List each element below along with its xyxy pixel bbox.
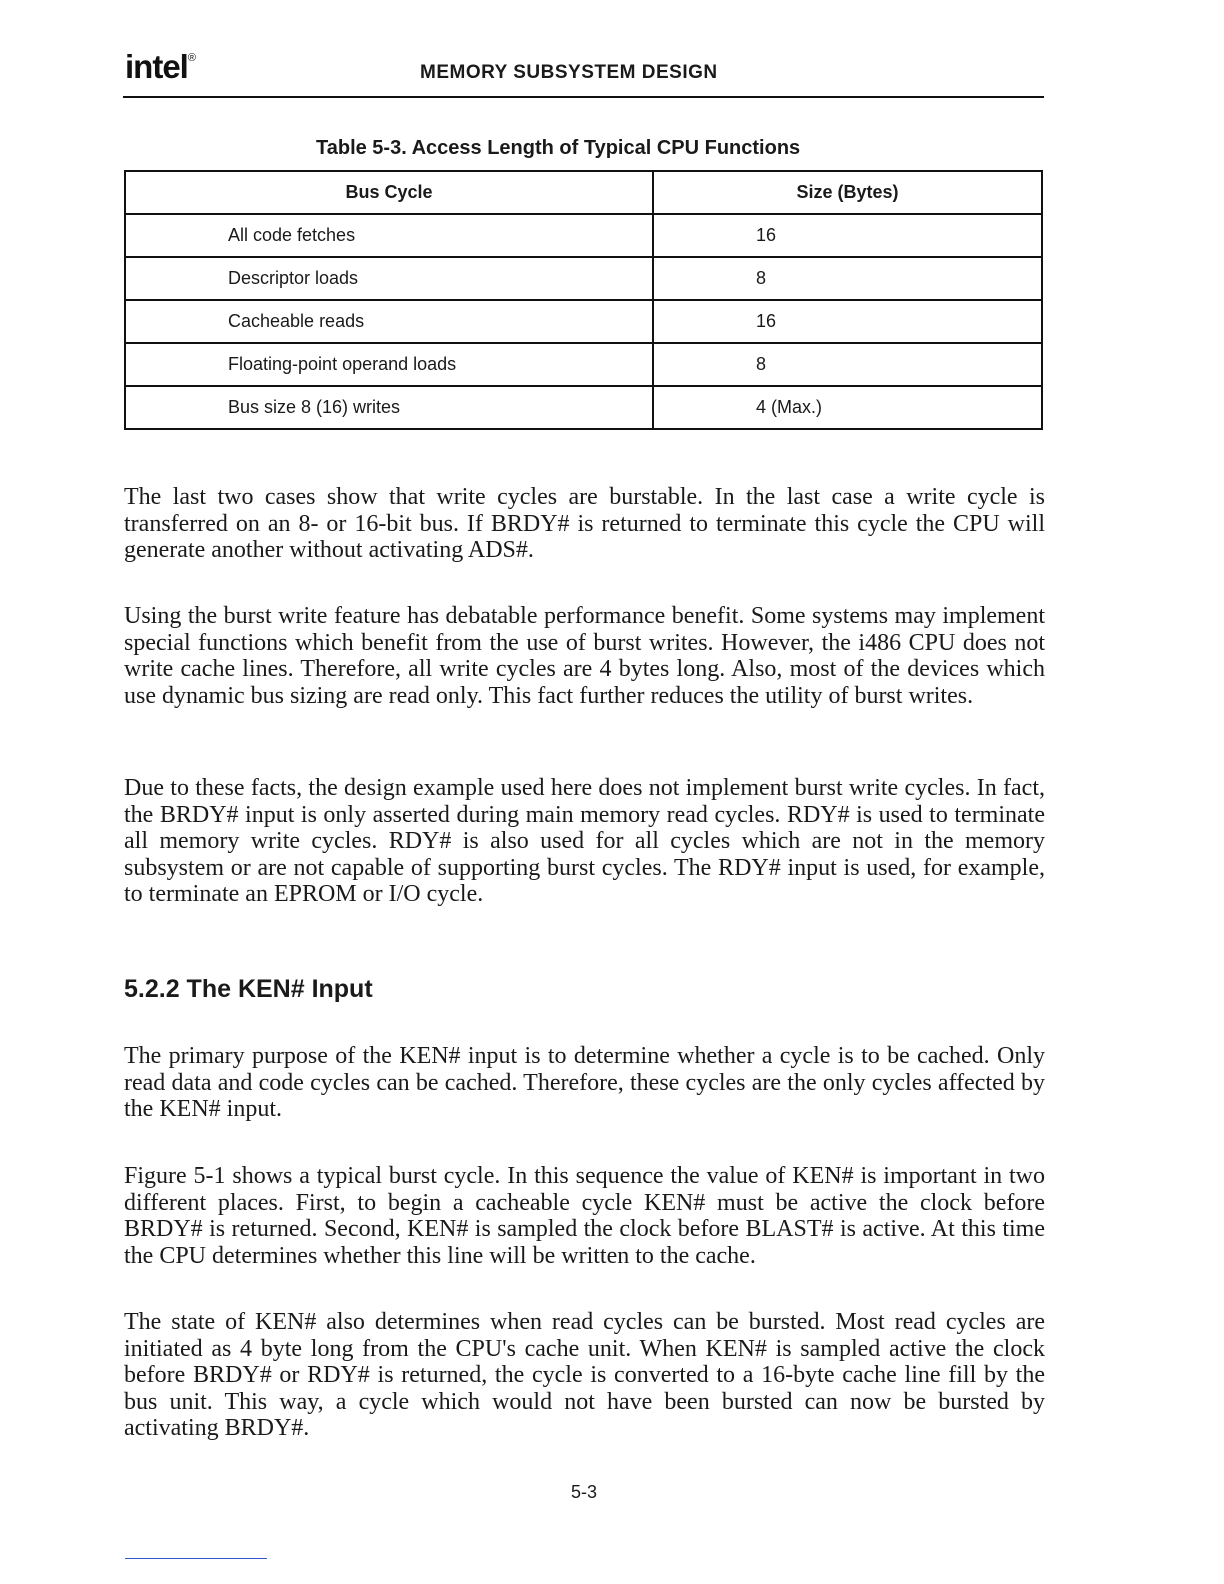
- paragraph-ken-state: The state of KEN# also determines when read cycles can be bursted. Most read cycles are initiated as 4 byte long from the CPU's cache unit. When KEN# is sampled active the clock before BRDY# or RDY# is returned, the cycle is converted to a 16-byte cache line fill by the bus unit. This way, a cycle which would not have been bursted can now be bursted by activating BRDY#.: [124, 1309, 1045, 1441]
- cell-bus-cycle: Floating-point operand loads: [125, 343, 653, 386]
- header-rule: [123, 96, 1044, 98]
- table-title: Table 5-3. Access Length of Typical CPU Functions: [316, 137, 801, 159]
- paragraph-burst-write-benefit: Using the burst write feature has debatable performance benefit. Some systems may implement special functions which benefit from the use of burst writes. However, the i486 CPU does not write cache lines. Therefore, all write cycles are 4 bytes long. Also, most of the devices which use dynamic bus sizing are read only. This fact further reduces the utility of burst writes.: [124, 603, 1045, 709]
- table-row: [125, 343, 1042, 386]
- cell-size: 8: [653, 343, 1042, 386]
- paragraph-burstable-writes: The last two cases show that write cycles are burstable. In the last case a write cycle is transferred on an 8- or 16-bit bus. If BRDY# is returned to terminate this cycle the CPU will generate another without activating ADS#.: [124, 484, 1045, 563]
- cell-bus-cycle: All code fetches: [125, 214, 653, 257]
- logo-text: intel: [125, 48, 188, 85]
- cell-bus-cycle: Cacheable reads: [125, 300, 653, 343]
- page-number: 5-3: [571, 1482, 598, 1502]
- column-header-bus-cycle: Bus Cycle: [125, 171, 653, 214]
- column-header-size: Size (Bytes): [653, 171, 1042, 214]
- cell-size: 8: [653, 257, 1042, 300]
- access-length-table: [124, 170, 1043, 430]
- paragraph-ken-purpose: The primary purpose of the KEN# input is to determine whether a cycle is to be cached. Only read data and code cycles can be cached. Therefore, these cycles are the only cycles affected by the KEN# input.: [124, 1043, 1045, 1122]
- cell-bus-cycle: Descriptor loads: [125, 257, 653, 300]
- table-row: [125, 257, 1042, 300]
- table-row: [125, 386, 1042, 429]
- table-row: [125, 300, 1042, 343]
- intel-logo: [125, 48, 196, 86]
- cell-size: 4 (Max.): [653, 386, 1042, 429]
- table-header-row: [125, 171, 1042, 214]
- cell-bus-cycle: Bus size 8 (16) writes: [125, 386, 653, 429]
- cell-size: 16: [653, 214, 1042, 257]
- footer-line: [125, 1558, 267, 1559]
- registered-mark: ®: [187, 52, 196, 64]
- running-head: MEMORY SUBSYSTEM DESIGN: [420, 62, 718, 83]
- cell-size: 16: [653, 300, 1042, 343]
- section-heading: 5.2.2 The KEN# Input: [124, 975, 373, 1003]
- paragraph-burst-cycle: Figure 5-1 shows a typical burst cycle. In this sequence the value of KEN# is important in two different places. First, to begin a cacheable cycle KEN# must be active the clock before BRDY# is returned. Second, KEN# is sampled the clock before BLAST# is active. At this time the CPU determines whether this line will be written to the cache.: [124, 1163, 1045, 1269]
- paragraph-design-example: Due to these facts, the design example used here does not implement burst write cycles. In fact, the BRDY# input is only asserted during main memory read cycles. RDY# is used to terminate all memory write cycles. RDY# is also used for all cycles which are not in the memory subsystem or are not capable of supporting burst cycles. The RDY# input is used, for example, to terminate an EPROM or I/O cycle.: [124, 775, 1045, 907]
- table-row: [125, 214, 1042, 257]
